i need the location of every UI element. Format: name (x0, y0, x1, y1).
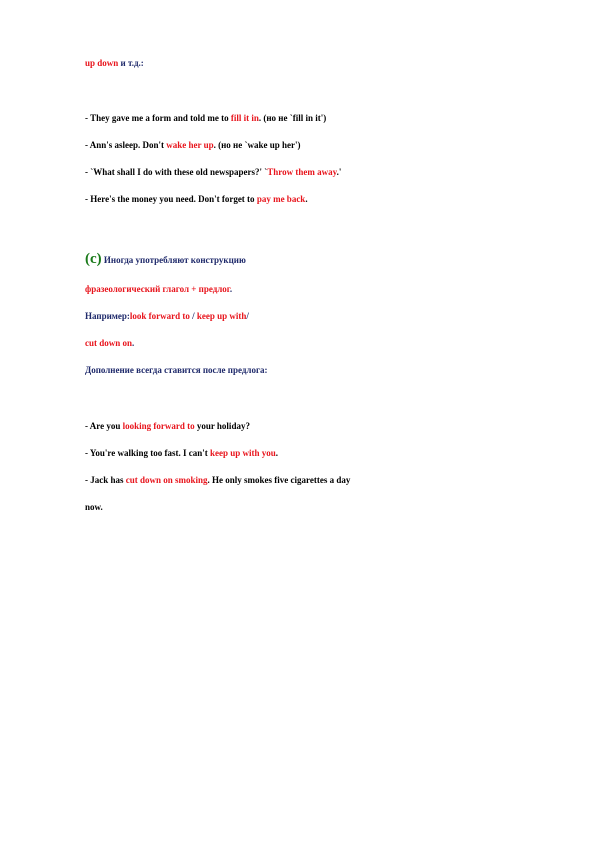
trailing-line (85, 502, 103, 513)
example-text: . (305, 194, 308, 204)
example-text: - `What shall I do with these old newspapers?' ` (85, 167, 268, 177)
intro-rest: и т.д.: (118, 58, 144, 68)
example-prefix: Например: (85, 311, 130, 321)
example-text: - Are you (85, 421, 123, 431)
formula-end: . (229, 284, 233, 294)
separator: / (189, 311, 197, 321)
example-text: - They gave me a form and told me to (85, 113, 231, 123)
example-line (85, 140, 300, 151)
phrasal-verb: cut down on smoking (125, 475, 208, 485)
section-marker: (c) (85, 251, 102, 267)
example-text: . He only smokes five cigarettes a day (207, 475, 351, 485)
phrasal-verb: looking forward to (122, 421, 195, 431)
example-text: - You're walking too fast. I can't (85, 448, 211, 458)
example-text: - Here's the money you need. Don't forget to (85, 194, 257, 204)
example-line (85, 475, 350, 486)
example-text: . (275, 448, 279, 458)
phrasal-verb: wake her up (166, 140, 214, 150)
section-c-heading (85, 251, 246, 268)
section-c-text: Иногда употребляют конструкцию (101, 255, 246, 265)
example-prefix-line (85, 311, 249, 322)
example-line (85, 448, 278, 459)
example-text: your holiday? (194, 421, 250, 431)
example-line (85, 167, 341, 178)
phrasal-verb: keep up with (196, 311, 247, 321)
example-line (85, 194, 308, 205)
example-text: . (но не `fill in it') (258, 113, 327, 123)
phrasal-verb: look forward to (129, 311, 190, 321)
example-line (85, 113, 326, 124)
phrasal-verb: Throw them away (267, 167, 337, 177)
phrasal-verb: keep up with you (210, 448, 276, 458)
formula-text: фразеологический глагол + предлог (85, 284, 230, 294)
trailing-text: now. (85, 502, 103, 512)
formula-line (85, 284, 232, 295)
separator: . (132, 338, 135, 348)
intro-line (85, 58, 144, 69)
example-text: - Ann's asleep. Don't (85, 140, 167, 150)
example-line (85, 421, 250, 432)
note-line (85, 365, 268, 376)
phrasal-verb: pay me back (256, 194, 306, 204)
phrasal-verb: fill it in (230, 113, 259, 123)
example-text: . (но не `wake up her') (213, 140, 301, 150)
example-text: .' (336, 167, 342, 177)
intro-phrase: up down (85, 58, 119, 68)
separator: / (246, 311, 249, 321)
example-text: - Jack has (85, 475, 126, 485)
phrasal-verb: cut down on (85, 338, 133, 348)
note-text: Дополнение всегда ставится после предлога: (85, 365, 268, 375)
example-cont-line (85, 338, 134, 349)
